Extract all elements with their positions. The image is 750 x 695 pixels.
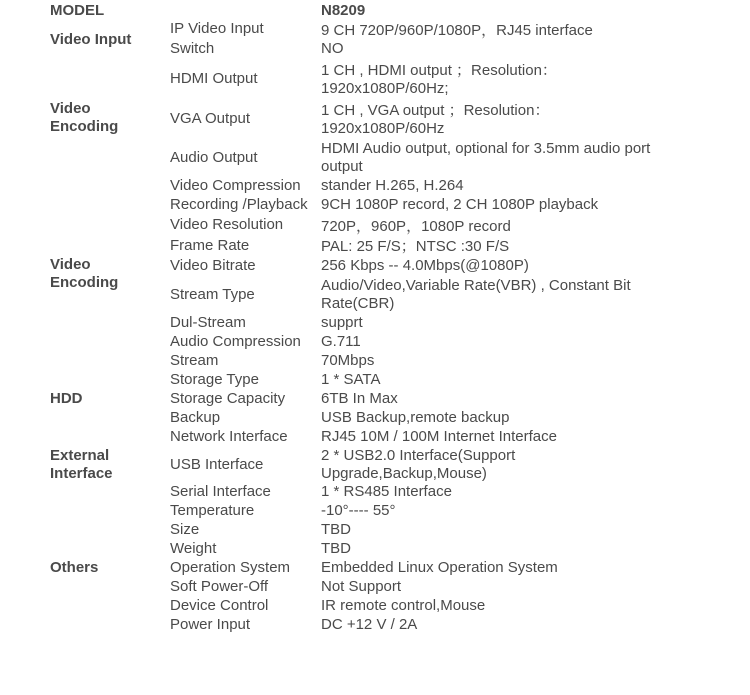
spec-label: Video Bitrate (170, 257, 256, 274)
spec-label: IP Video Input (170, 20, 264, 37)
spec-value: 1 * SATA (321, 371, 381, 388)
category-video-encoding-2-line2: Encoding (50, 274, 119, 291)
spec-value: NO (321, 40, 344, 57)
spec-label: Audio Compression (170, 333, 301, 350)
spec-value: IR remote control,Mouse (321, 597, 486, 614)
category-video-encoding-1: Video (50, 100, 91, 117)
spec-label: Stream (170, 352, 219, 369)
spec-label: VGA Output (170, 110, 251, 127)
spec-value: 256 Kbps -- 4.0Mbps(@1080P) (321, 257, 529, 274)
model-label: MODEL (50, 2, 105, 19)
spec-value: 9 CH 720P/960P/1080P，RJ45 interface (321, 22, 593, 39)
spec-value: TBD (321, 521, 351, 538)
spec-value: G.711 (321, 333, 361, 350)
category-external-interface: External (50, 447, 110, 464)
spec-value: RJ45 10M / 100M Internet Interface (321, 428, 557, 445)
spec-label: Storage Capacity (170, 390, 286, 407)
spec-label: Serial Interface (170, 483, 271, 500)
spec-label: Stream Type (170, 286, 255, 303)
spec-label: Storage Type (170, 371, 259, 388)
spec-value: 6TB In Max (321, 390, 398, 407)
spec-value: supprt (321, 314, 363, 331)
category-video-encoding-1-line2: Encoding (50, 118, 119, 135)
category-video-encoding-2: Video (50, 256, 91, 273)
model-value: N8209 (321, 2, 366, 19)
spec-label: Operation System (170, 559, 291, 576)
spec-value: stander H.265, H.264 (321, 177, 464, 194)
spec-label: Backup (170, 409, 221, 426)
spec-label: Power Input (170, 616, 251, 633)
spec-value-line2: 1920x1080P/60Hz (321, 120, 445, 137)
spec-label: Audio Output (170, 149, 258, 166)
category-video-input: Video Input (50, 31, 132, 48)
spec-value: 720P，960P，1080P record (321, 218, 511, 235)
spec-value: TBD (321, 540, 351, 557)
spec-label: Network Interface (170, 428, 288, 445)
spec-value: Not Support (321, 578, 402, 595)
spec-label: Temperature (170, 502, 255, 519)
spec-value-line2: output (321, 158, 363, 175)
spec-value: -10°---- 55° (321, 502, 396, 519)
spec-value-line2: Rate(CBR) (321, 295, 395, 312)
spec-value: HDMI Audio output, optional for 3.5mm audio port (321, 140, 651, 157)
spec-label: Frame Rate (170, 237, 250, 254)
spec-label: Recording /Playback (170, 196, 308, 213)
spec-label: HDMI Output (170, 70, 258, 87)
spec-label: Weight (170, 540, 217, 557)
category-hdd: HDD (50, 390, 83, 407)
spec-value: 70Mbps (321, 352, 375, 369)
spec-label: Video Resolution (170, 216, 284, 233)
spec-label: Soft Power-Off (170, 578, 269, 595)
spec-value: DC +12 V / 2A (321, 616, 418, 633)
spec-label: Size (170, 521, 200, 538)
spec-value: 1 CH , VGA output ；Resolution： (321, 102, 550, 119)
spec-label: Video Compression (170, 177, 301, 194)
spec-value: USB Backup,remote backup (321, 409, 510, 426)
category-others: Others (50, 559, 99, 576)
spec-label: Dul-Stream (170, 314, 246, 331)
spec-value: 9CH 1080P record, 2 CH 1080P playback (321, 196, 599, 213)
spec-value: 1 CH , HDMI output ；Resolution： (321, 62, 557, 79)
spec-value: 2 * USB2.0 Interface(Support (321, 447, 516, 464)
category-external-interface-line2: Interface (50, 465, 113, 482)
spec-value: 1 * RS485 Interface (321, 483, 452, 500)
spec-value-line2: 1920x1080P/60Hz; (321, 80, 449, 97)
spec-value: PAL: 25 F/S；NTSC :30 F/S (321, 238, 510, 255)
spec-label: Device Control (170, 597, 269, 614)
spec-value-line2: Upgrade,Backup,Mouse) (321, 465, 487, 482)
spec-label: USB Interface (170, 456, 264, 473)
spec-value: Audio/Video,Variable Rate(VBR) , Constant Bit (321, 277, 631, 294)
spec-value: Embedded Linux Operation System (321, 559, 558, 576)
spec-label: Switch (170, 40, 215, 57)
